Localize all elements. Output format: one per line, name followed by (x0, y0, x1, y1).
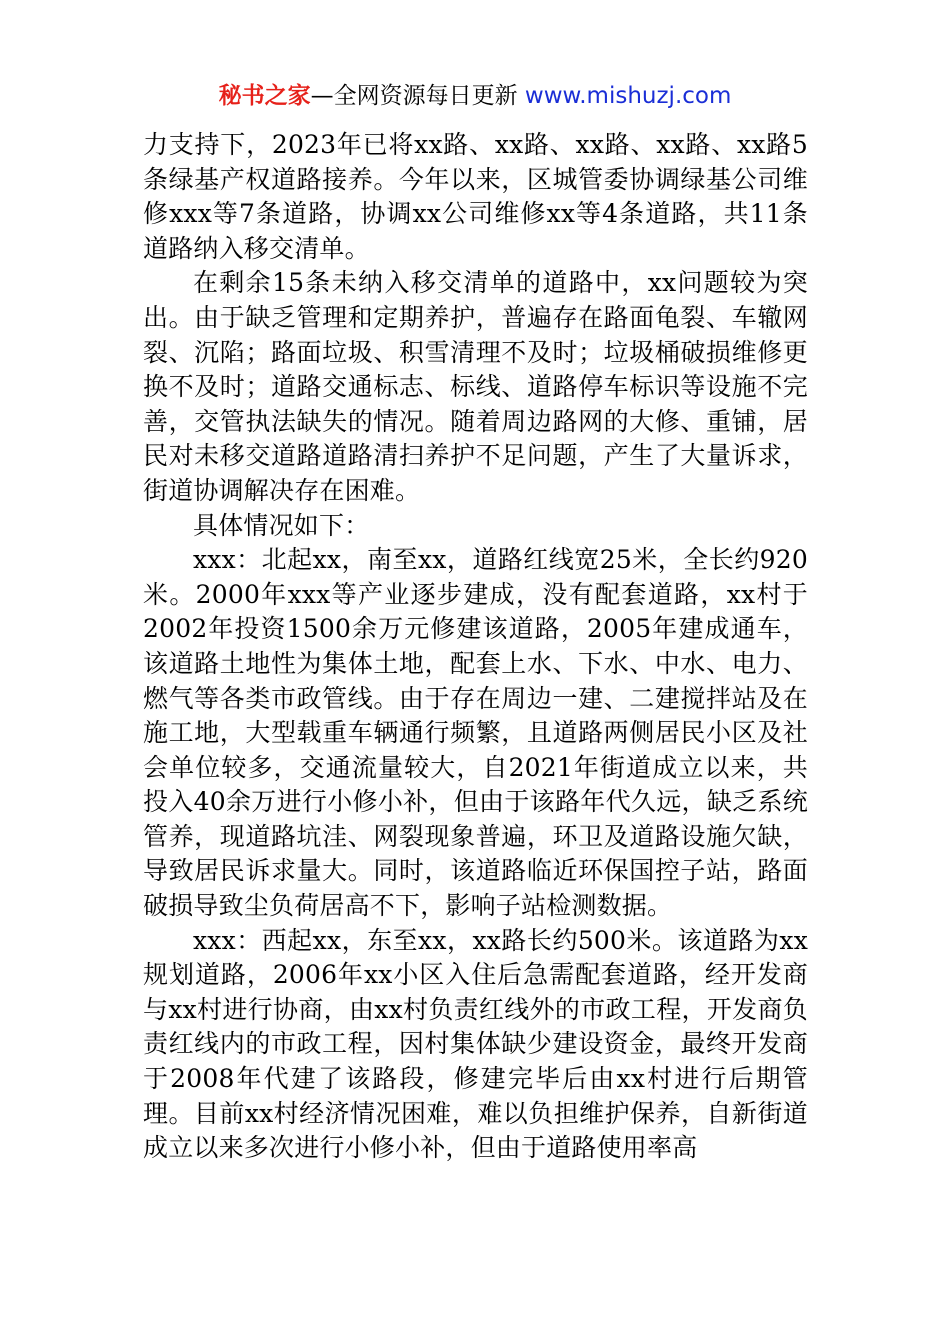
site-brand: 秘书之家 (218, 83, 311, 109)
site-url-link[interactable]: www.mishuzj.com (524, 83, 732, 109)
document-body (143, 128, 808, 1166)
paragraph-continuation: 力支持下，2023年已将xx路、xx路、xx路、xx路、xx路5条绿基产权道路接养。今年以来，区城管委协调绿基公司维修xxx等7条道路，协调xx公司维修xx等4条道路，共11条道路纳入移交清单。 (143, 130, 808, 263)
paragraph-road-1: xxx：北起xx，南至xx，道路红线宽25米，全长约920米。2000年xxx等产业逐步建成，没有配套道路，xx村于2002年投资1500余万元修建该道路，2005年建成通车，该道路土地性为集体土地，配套上水、下水、中水、电力、燃气等各类市政管线。由于存在周边一建、二建搅拌站及在施工地，大型载重车辆通行频繁，且道路两侧居民小区及社会单位较多，交通流量较大，自2021年街道成立以来，共投入40余万进行小修小补，但由于该路年代久远，缺乏系统管养，现道路坑洼、网裂现象普遍，环卫及道路设施欠缺，导致居民诉求量大。同时，该道路临近环保国控子站，路面破损导致尘负荷居高不下，影响子站检测数据。 (143, 545, 808, 921)
paragraph-road-2: xxx：西起xx，东至xx，xx路长约500米。该道路为xx规划道路，2006年xx小区入住后急需配套道路，经开发商与xx村进行协商，由xx村负责红线外的市政工程，开发商负责红线内的市政工程，因村集体缺少建设资金，最终开发商于2008年代建了该路段，修建完毕后由xx村进行后期管理。目前xx村经济情况困难，难以负担维护保养，自新街道成立以来多次进行小修小补，但由于道路使用率高 (143, 925, 808, 1163)
paragraph-details-intro: 具体情况如下： (193, 510, 370, 540)
paragraph-overview: 在剩余15条未纳入移交清单的道路中，xx问题较为突出。由于缺乏管理和定期养护，普遍存在路面龟裂、车辙网裂、沉陷；路面垃圾、积雪清理不及时；垃圾桶破损维修更换不及时；道路交通标志、标线、道路停车标识等设施不完善，交管执法缺失的情况。随着周边路网的大修、重铺，居民对未移交道路道路清扫养护不足问题，产生了大量诉求，街道协调解决存在困难。 (143, 268, 808, 505)
site-tagline: —全网资源每日更新 (310, 83, 525, 109)
site-header (0, 80, 950, 112)
